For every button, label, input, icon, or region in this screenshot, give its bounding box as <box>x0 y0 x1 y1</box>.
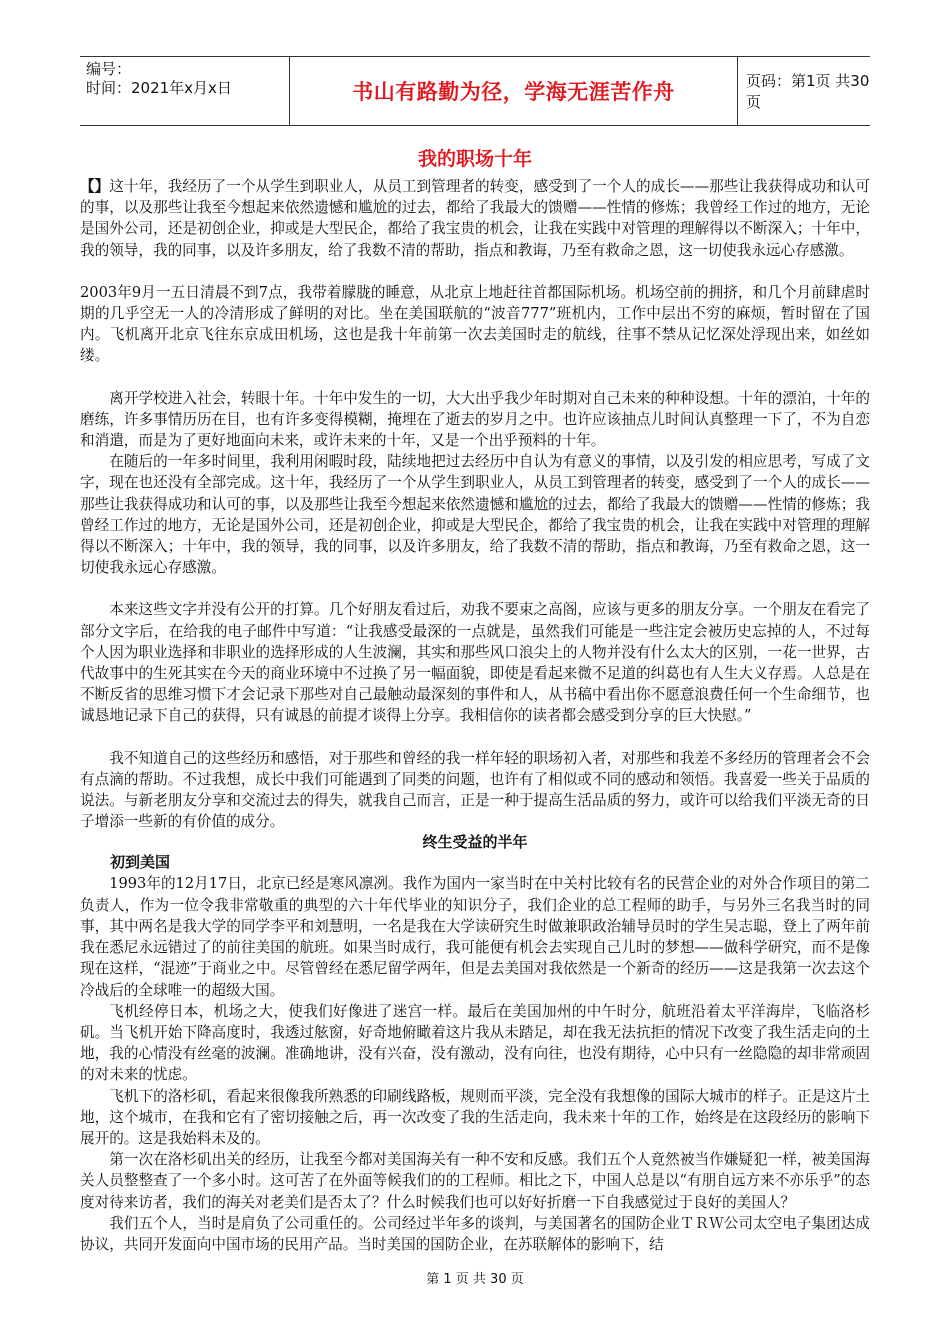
paragraph-2: 离开学校进入社会，转眼十年。十年中发生的一切，大大出乎我少年时期对自己未来的种种设想。十年的漂泊，十年的磨练，许多事情历历在目，也有许多变得模糊，掩埋在了逝去的岁月之中。也许应该抽点儿时间认真整理一下了，不为自恋和消遣，而是为了更好地面向未来，或许未来的十年，又是一个出乎预料的十年。 <box>80 389 870 450</box>
page-footer: 第 1 页 共 30 页 <box>426 1272 524 1287</box>
paragraph-7: 飞机经停日本，机场之大，使我们好像进了迷宫一样。最后在美国加州的中午时分，航班沿着太平洋海岸，飞临洛杉矶。当飞机开始下降高度时，我透过舷窗，好奇地俯瞰着这片我从未踏足，却在我无法抗拒的情况下改变了我生活走向的土地，我的心情没有丝毫的波澜。准确地讲，没有兴奋，没有激动，没有向往，也没有期待，心中只有一丝隐隐的却非常顽固的对未来的忧虑。 <box>80 1002 870 1084</box>
paragraph-1: 2003年9月一五日清晨不到7点，我带着朦胧的睡意，从北京上地赶往首都国际机场。机场空前的拥挤，和几个月前肆虐时期的几乎空无一人的冷清形成了鲜明的对比。坐在美国联航的“波音777”班机内，工作中层出不穷的麻烦，暂时留在了国内。飞机离开北京飞往东京成田机场，这也是我十年前第一次去美国时走的航线，往事不禁从记忆深处浮现出来，如丝如缕。 <box>80 283 870 365</box>
paragraph-5: 我不知道自己的这些经历和感悟，对于那些和曾经的我一样年轻的职场初入者，对那些和我差不多经历的管理者会不会有点滴的帮助。不过我想，成长中我们可能遇到了同类的问题，也许有了相似或不同的感动和领悟。我喜爱一些关于品质的说法。与新老朋友分享和交流过去的得失，就我自己而言，正是一种于提高生活品质的努力，或许可以给我们平淡无奇的日子增添一些新的有价值的成分。 <box>80 749 870 831</box>
paragraph-8: 飞机下的洛杉矶，看起来很像我所熟悉的印刷线路板，规则而平淡，完全没有我想像的国际大城市的样子。正是这片土地，这个城市，在我和它有了密切接触之后，再一次改变了我的生活走向，我未来十年的工作，始终是在这段经历的影响下展开的。这是我始料未及的。 <box>80 1087 870 1147</box>
document-time-label: 时间：2021年x月x日 <box>86 79 232 97</box>
header-meta <box>80 57 290 125</box>
paragraph-9: 第一次在洛杉矶出关的经历，让我至今都对美国海关有一种不安和反感。我们五个人竟然被当作嫌疑犯一样，被美国海关人员整整查了一个多小时。这可苦了在外面等候我们的的工程师。相比之下，中国人总是以“有朋自远方来不亦乐乎”的态度对待来访者，我们的海关对老美们是否太了？什么时候我们也可以好好折磨一下自我感觉过于良好的美国人？ <box>80 1151 870 1211</box>
document-number-label: 编号： <box>86 60 132 78</box>
intro-text: 这十年，我经历了一个从学生到职业人，从员工到管理者的转变，感受到了一个人的成长——那些让我获得成功和认可的事，以及那些让我至今想起来依然遗憾和尴尬的过去，都给了我最大的馈赠——性情的修炼；我曾经工作过的地方，无论是国外公司，还是初创企业，抑或是大型民企，都给了我宝贵的机会，让我在实践中对管理的理解得以不断深入；十年中，我的领导，我的同事，以及许多朋友，给了我数不清的帮助，指点和教诲，乃至有救命之恩，这一切使我永远心存感激。 <box>80 178 870 259</box>
page-header <box>80 56 870 126</box>
paragraph-3: 在随后的一年多时间里，我利用闲暇时段，陆续地把过去经历中自认为有意义的事情，以及引发的相应思考，写成了文字，现在也还没有全部完成。这十年，我经历了一个从学生到职业人，从员工到管理者的转变，感受到了一个人的成长——那些让我获得成功和认可的事，以及那些让我至今想起来依然遗憾和尴尬的过去，都给了我最大的馈赠——性情的修炼；我曾经工作过的地方，无论是国外公司，还是初创企业，抑或是大型民企，都给了我宝贵的机会，让我在实践中对管理的理解得以不断深入；十年中，我的领导，我的同事，以及许多朋友，给了我数不清的帮助，指点和教诲，乃至有救命之恩，这一切使我永远心存感激。 <box>80 453 870 577</box>
section-heading: 终生受益的半年 <box>422 833 528 852</box>
intro-paragraph <box>80 176 870 261</box>
header-page-label: 页码：第1页 共30页 <box>746 72 870 111</box>
paragraph-6: 1993年的12月17日，北京已经是寒风凛冽。我作为国内一家当时在中关村比较有名的民营企业的对外合作项目的第二负责人，作为一位令我非常敬重的典型的六十年代毕业的知识分子，我们企业的总工程师的助手，与另外三名我当时的同事，其中两名是我大学的同学李平和刘慧明，一名是我在大学读研究生时做兼职政治辅导员时的学生吴志聪，登上了两年前我在悉尼永远错过了的前往美国的航班。如果当时成行，我可能便有机会去实现自己儿时的梦想——做科学研究，而不是像现在这样，“混迹”于商业之中。尽管曾经在悉尼留学两年，但是去美国对我依然是一个新奇的经历——这是我第一次去这个冷战后的全球唯一的超级大国。 <box>80 875 870 999</box>
document-title: 我的职场十年 <box>417 148 532 170</box>
paragraph-4: 本来这些文字并没有公开的打算。几个好朋友看过后，劝我不要束之高阁，应该与更多的朋友分享。一个朋友在看完了部分文字后，在给我的电子邮件中写道：“让我感受最深的一点就是，虽然我们可能是一些注定会被历史忘掉的人，不过每个人因为职业选择和非职业的选择形成的人生波澜，其实和那些风口浪尖上的人物并没有什么太大的区别，一花一世界，古代故事中的生死其实在今天的商业环境中不过换了另一幅面貌，即使是看起来微不足道的纠葛也有人生大义存焉。人总是在不断反省的思维习惯下才会记录下那些对自己最触动最深刻的事件和人，从书稿中看出你不愿意浪费任何一个生命细节，也诚恳地记录下自己的获得，只有诚恳的前提才谈得上分享。我相信你的读者都会感受到分享的巨大快慰。” <box>80 601 870 725</box>
header-motto: 书山有路勤为径，学海无涯苦作舟 <box>290 57 738 125</box>
intro-mark: 【】 <box>80 178 110 195</box>
paragraph-10: 我们五个人，当时是肩负了公司重任的。公司经过半年多的谈判，与美国著名的国防企业ＴＲＷ公司太空电子集团达成协议，共同开发面向中国市场的民用产品。当时美国的国防企业，在苏联解体的影响下，结 <box>80 1214 870 1253</box>
subsection-heading: 初到美国 <box>110 853 171 872</box>
document-body <box>80 146 870 1255</box>
